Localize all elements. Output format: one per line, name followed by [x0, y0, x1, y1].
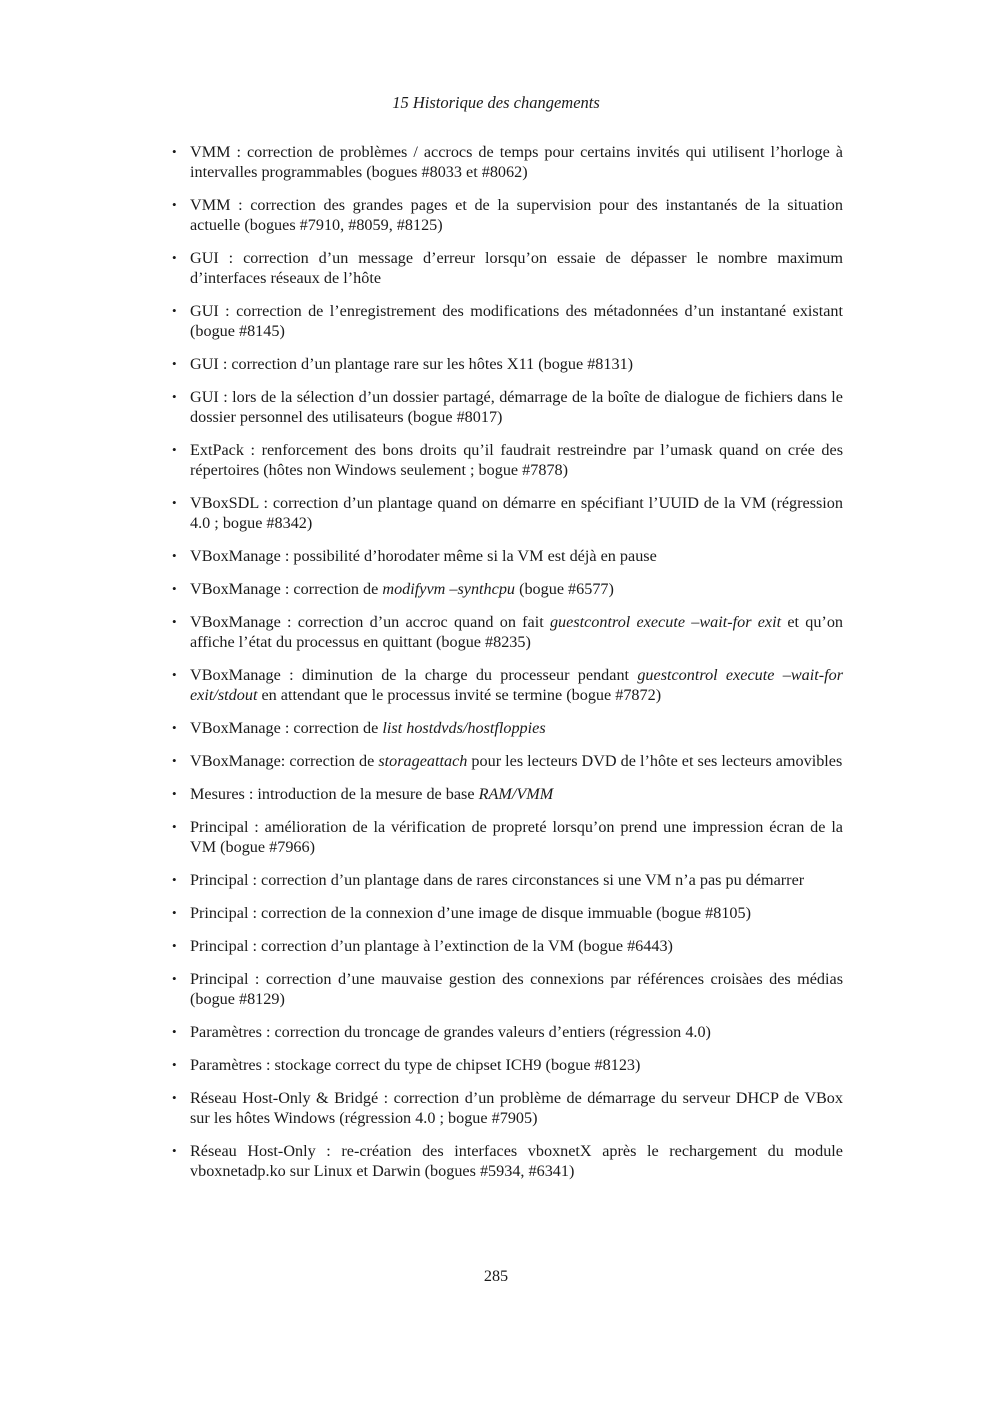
changelog-item-text — [190, 752, 842, 770]
text-segment: et qu’on affiche l’état du processus en quittant (bogue #8235) — [190, 613, 844, 651]
text-segment: VBoxSDL : correction d’un plantage quand on démarre en spécifiant l’UUID de la VM (régression 4.0 ; bogue #8342) — [190, 494, 843, 532]
command-text: list hostdvds/hostfloppies — [382, 719, 546, 737]
bullet-icon: • — [172, 303, 177, 318]
changelog-item-text — [190, 494, 843, 532]
running-header: 15 Historique des changements — [392, 93, 600, 112]
changelog-item-text — [190, 143, 843, 181]
text-segment: en attendant que le processus invité se termine (bogue #7872) — [257, 686, 662, 704]
bullet-icon: • — [172, 389, 177, 404]
changelog-item — [172, 784, 843, 804]
bullet-icon: • — [172, 905, 177, 920]
page-number: 285 — [483, 1267, 509, 1285]
text-segment: Réseau Host-Only & Bridgé : correction d’un problème de démarrage du serveur DHCP de VBox sur les hôtes Windows (régression 4.0 ; bogue #7905) — [190, 1089, 843, 1127]
text-segment: VBoxManage : correction de — [190, 580, 383, 598]
changelog-item — [172, 1141, 843, 1181]
changelog-item — [172, 301, 843, 341]
changelog-item-text — [190, 1142, 843, 1180]
bullet-icon: • — [172, 495, 177, 510]
bullet-icon: • — [172, 1143, 177, 1158]
text-segment: GUI : lors de la sélection d’un dossier partagé, démarrage de la boîte de dialogue de fichiers dans le dossier personnel des utilisateurs (bogue #8017) — [190, 388, 843, 426]
text-segment: Mesures : introduction de la mesure de base — [190, 785, 479, 803]
changelog-item-text — [190, 904, 751, 922]
changelog-item-text — [190, 547, 657, 565]
changelog-item-text — [190, 355, 633, 373]
bullet-icon: • — [172, 1024, 177, 1039]
changelog-item-text — [190, 970, 843, 1008]
changelog-item-text — [190, 1089, 843, 1127]
text-segment: (bogue #6577) — [515, 580, 614, 598]
bullet-icon: • — [172, 144, 177, 159]
changelog-item — [172, 870, 843, 890]
bullet-icon: • — [172, 1057, 177, 1072]
bullet-icon: • — [172, 548, 177, 563]
changelog-item-text — [190, 441, 843, 479]
changelog-item-text — [190, 818, 843, 856]
bullet-icon: • — [172, 753, 177, 768]
changelog-item-text — [190, 196, 843, 234]
changelog-item-text — [190, 580, 614, 598]
changelog-item — [172, 546, 843, 566]
changelog-item-text — [190, 1056, 640, 1074]
text-segment: Principal : correction d’un plantage dans de rares circonstances si une VM n’a pas pu démarrer — [190, 871, 805, 889]
bullet-icon: • — [172, 786, 177, 801]
changelog-item — [172, 493, 843, 533]
changelog-item — [172, 579, 843, 599]
bullet-icon: • — [172, 667, 177, 682]
changelog-item — [172, 195, 843, 235]
bullet-icon: • — [172, 614, 177, 629]
changelog-item — [172, 354, 843, 374]
command-text: storageattach — [378, 752, 468, 770]
text-segment: GUI : correction d’un plantage rare sur les hôtes X11 (bogue #8131) — [190, 355, 634, 373]
changelog-item — [172, 1055, 843, 1075]
changelog-item — [172, 817, 843, 857]
changelog-item-text — [190, 302, 843, 340]
changelog-item — [172, 665, 843, 705]
text-segment: Principal : correction d’un plantage à l’extinction de la VM (bogue #6443) — [190, 937, 673, 955]
changelog-item — [172, 1022, 843, 1042]
text-segment: GUI : correction de l’enregistrement des modifications des métadonnées d’un instantané existant (bogue #8145) — [190, 302, 843, 340]
text-segment: VBoxManage : diminution de la charge du processeur pendant — [190, 666, 638, 684]
bullet-icon: • — [172, 356, 177, 371]
command-text: guestcontrol execute –wait-for exit/stdout — [190, 666, 843, 704]
changelog-item-text — [190, 388, 843, 426]
text-segment: Paramètres : stockage correct du type de chipset ICH9 (bogue #8123) — [190, 1056, 641, 1074]
text-segment: pour les lecteurs DVD de l’hôte et ses lecteurs amovibles — [467, 752, 843, 770]
text-segment: Paramètres : correction du troncage de grandes valeurs d’entiers (régression 4.0) — [190, 1023, 711, 1041]
bullet-icon: • — [172, 971, 177, 986]
changelog-item — [172, 751, 843, 771]
text-segment: VBoxManage : correction d’un accroc quand on fait — [190, 613, 550, 631]
bullet-icon: • — [172, 872, 177, 887]
command-text: RAM/VMM — [478, 785, 554, 803]
text-segment: VBoxManage: correction de — [190, 752, 379, 770]
changelog-item-text — [190, 871, 804, 889]
text-segment: VMM : correction de problèmes / accrocs de temps pour certains invités qui utilisent l’horloge à intervalles programmables (bogues #8033 et #8062) — [190, 143, 843, 181]
changelog-item — [172, 1088, 843, 1128]
changelog-list — [172, 142, 843, 1194]
text-segment: ExtPack : renforcement des bons droits qu’il faudrait restreindre par l’umask quand on crée des répertoires (hôtes non Windows seulement ; bogue #7878) — [190, 441, 843, 479]
bullet-icon: • — [172, 720, 177, 735]
text-segment: Principal : amélioration de la vérification de propreté lorsqu’on prend une impression écran de la VM (bogue #7966) — [190, 818, 843, 856]
text-segment: Réseau Host-Only : re-création des interfaces vboxnetX après le rechargement du module vboxnetadp.ko sur Linux et Darwin (bogues #5934, #6341) — [190, 1142, 843, 1180]
command-text: modifyvm –synthcpu — [382, 580, 516, 598]
bullet-icon: • — [172, 442, 177, 457]
bullet-icon: • — [172, 938, 177, 953]
changelog-item-text — [190, 613, 843, 651]
changelog-item-text — [190, 937, 673, 955]
text-segment: Principal : correction de la connexion d’une image de disque immuable (bogue #8105) — [190, 904, 751, 922]
changelog-item — [172, 936, 843, 956]
changelog-item-text — [190, 785, 553, 803]
bullet-icon: • — [172, 581, 177, 596]
changelog-item — [172, 387, 843, 427]
command-text: guestcontrol execute –wait-for exit — [549, 613, 782, 631]
text-segment: GUI : correction d’un message d’erreur lorsqu’on essaie de dépasser le nombre maximum d’interfaces réseaux de l’hôte — [190, 249, 843, 287]
changelog-item-text — [190, 1023, 711, 1041]
changelog-item-text — [190, 666, 843, 704]
bullet-icon: • — [172, 197, 177, 212]
bullet-icon: • — [172, 819, 177, 834]
changelog-item — [172, 440, 843, 480]
text-segment: VBoxManage : correction de — [190, 719, 383, 737]
changelog-item — [172, 142, 843, 182]
changelog-item — [172, 718, 843, 738]
text-segment: VMM : correction des grandes pages et de la supervision pour des instantanés de la situation actuelle (bogues #7910, #8059, #8125) — [190, 196, 843, 234]
changelog-item — [172, 969, 843, 1009]
changelog-item-text — [190, 249, 843, 287]
changelog-item — [172, 248, 843, 288]
bullet-icon: • — [172, 250, 177, 265]
text-segment: Principal : correction d’une mauvaise gestion des connexions par références croisàes des médias (bogue #8129) — [190, 970, 843, 1008]
changelog-item — [172, 612, 843, 652]
bullet-icon: • — [172, 1090, 177, 1105]
changelog-item — [172, 903, 843, 923]
text-segment: VBoxManage : possibilité d’horodater même si la VM est déjà en pause — [190, 547, 657, 565]
changelog-item-text — [190, 719, 546, 737]
